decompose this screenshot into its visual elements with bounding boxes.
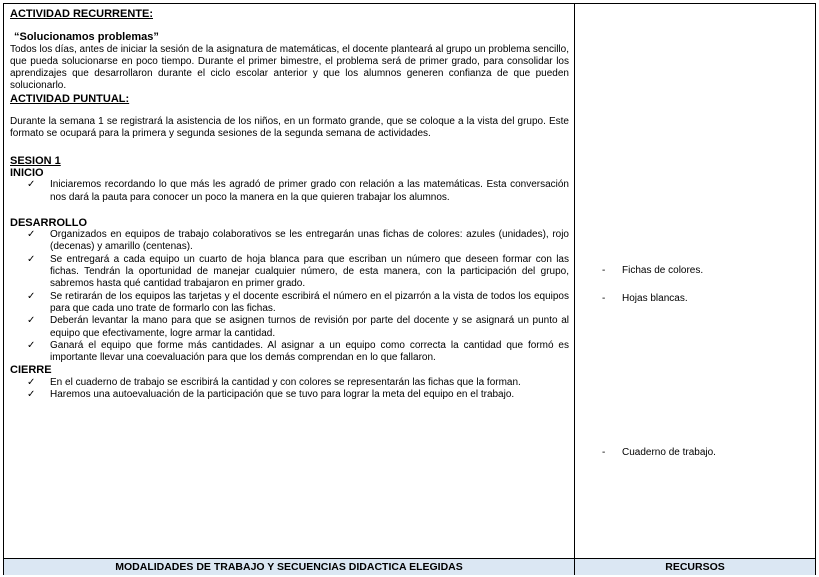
desarrollo-item (27, 254, 569, 291)
desarrollo-item (27, 315, 569, 340)
list-item-text: Ganará el equipo que forme más cantidades. Al asignar a un equipo como correcta la cantidad que formó es importante llevar una coevaluación para que los demás comprendan en lo que fallaron. (50, 339, 569, 364)
sesion-heading: SESION 1 (10, 154, 61, 167)
dash-bullet: - (602, 447, 606, 458)
footer-modalidades: MODALIDADES DE TRABAJO Y SECUENCIAS DIDACTICA ELEGIDAS (4, 559, 575, 575)
desarrollo-item (27, 291, 569, 316)
dash-bullet: - (602, 265, 606, 276)
planning-table (3, 3, 816, 575)
check-icon: ✓ (27, 376, 36, 388)
check-icon: ✓ (27, 389, 36, 401)
activities-content (10, 8, 569, 401)
footer-recursos: RECURSOS (575, 559, 815, 575)
check-icon: ✓ (27, 339, 36, 351)
resource-item (602, 447, 716, 458)
resource-item (602, 265, 703, 276)
resources-column (575, 4, 815, 558)
check-icon: ✓ (27, 229, 36, 241)
check-icon: ✓ (27, 179, 36, 191)
list-item-text: Haremos una autoevaluación de la participación que se tuvo para lograr la meta del equipo en el trabajo. (50, 389, 515, 401)
activities-column (4, 4, 575, 558)
list-item-text: En el cuaderno de trabajo se escribirá la cantidad y con colores se representarán las fichas que la forman. (50, 376, 521, 388)
desarrollo-label: DESARROLLO (10, 216, 87, 229)
desarrollo-item (27, 340, 569, 365)
check-icon: ✓ (27, 315, 36, 327)
cierre-item (27, 377, 569, 389)
cierre-label: CIERRE (10, 364, 52, 377)
resource-label: Fichas de colores. (622, 265, 704, 276)
resource-item (602, 293, 688, 304)
desarrollo-item (27, 229, 569, 254)
list-item-text: Deberán levantar la mano para que se asignen turnos de revisión por parte del docente y se asignará un punto al equipo que efectivamente, logre armar la cantidad. (50, 315, 569, 339)
inicio-item (27, 179, 569, 204)
recurrente-title: “Solucionamos problemas” (14, 31, 159, 44)
list-item-text: Organizados en equipos de trabajo colaborativos se les entregarán unas fichas de colores: azules (unidades), rojo (decenas) y amarillo (centenas). (50, 229, 569, 253)
list-item-text: Se entregará a cada equipo un cuarto de hoja blanca para que escriban un número que deseen formar con las fichas. Tendrán la oportunidad de manejar cualquier número, de esta manera, con la participación del grupo, sabremos hasta qué cantidad trabajaron en primer grado. (50, 253, 569, 290)
resource-label: Cuaderno de trabajo. (622, 447, 716, 458)
puntual-heading: ACTIVIDAD PUNTUAL: (10, 92, 130, 105)
cierre-item (27, 389, 569, 401)
inicio-label: INICIO (10, 166, 44, 179)
check-icon: ✓ (27, 290, 36, 302)
check-icon: ✓ (27, 253, 36, 265)
puntual-text: Durante la semana 1 se registrará la asistencia de los niños, en un formato grande, que se coloque a la vista del grupo. Este formato se ocupará para la primera y segunda sesiones de la segunda semana de actividades. (10, 116, 569, 140)
recurrente-text: Todos los días, antes de iniciar la sesión de la asignatura de matemáticas, el docente planteará al grupo un problema sencillo, que pueda solucionarse en poco tiempo. Durante el primer bimestre, el problema será de primer grado, para consolidar los aprendizajes que desarrollaron durante el ciclo escolar anterior y que los alumnos generen confianza de que pueden solucionarlo. (10, 43, 569, 92)
list-item-text: Se retirarán de los equipos las tarjetas y el docente escribirá el número en el pizarrón a la vista de todos los equipos para que cada uno trate de formarlo con las fichas. (50, 290, 569, 314)
list-item-text: Iniciaremos recordando lo que más les agradó de primer grado con relación a las matemáticas. Esta conversación nos dará la pauta para conocer un poco la manera en la que quieren trabajar los alumnos. (50, 179, 569, 203)
resource-label: Hojas blancas. (622, 293, 688, 304)
table-footer (4, 558, 815, 575)
recurrente-heading: ACTIVIDAD RECURRENTE: (10, 8, 153, 20)
dash-bullet: - (602, 293, 606, 304)
